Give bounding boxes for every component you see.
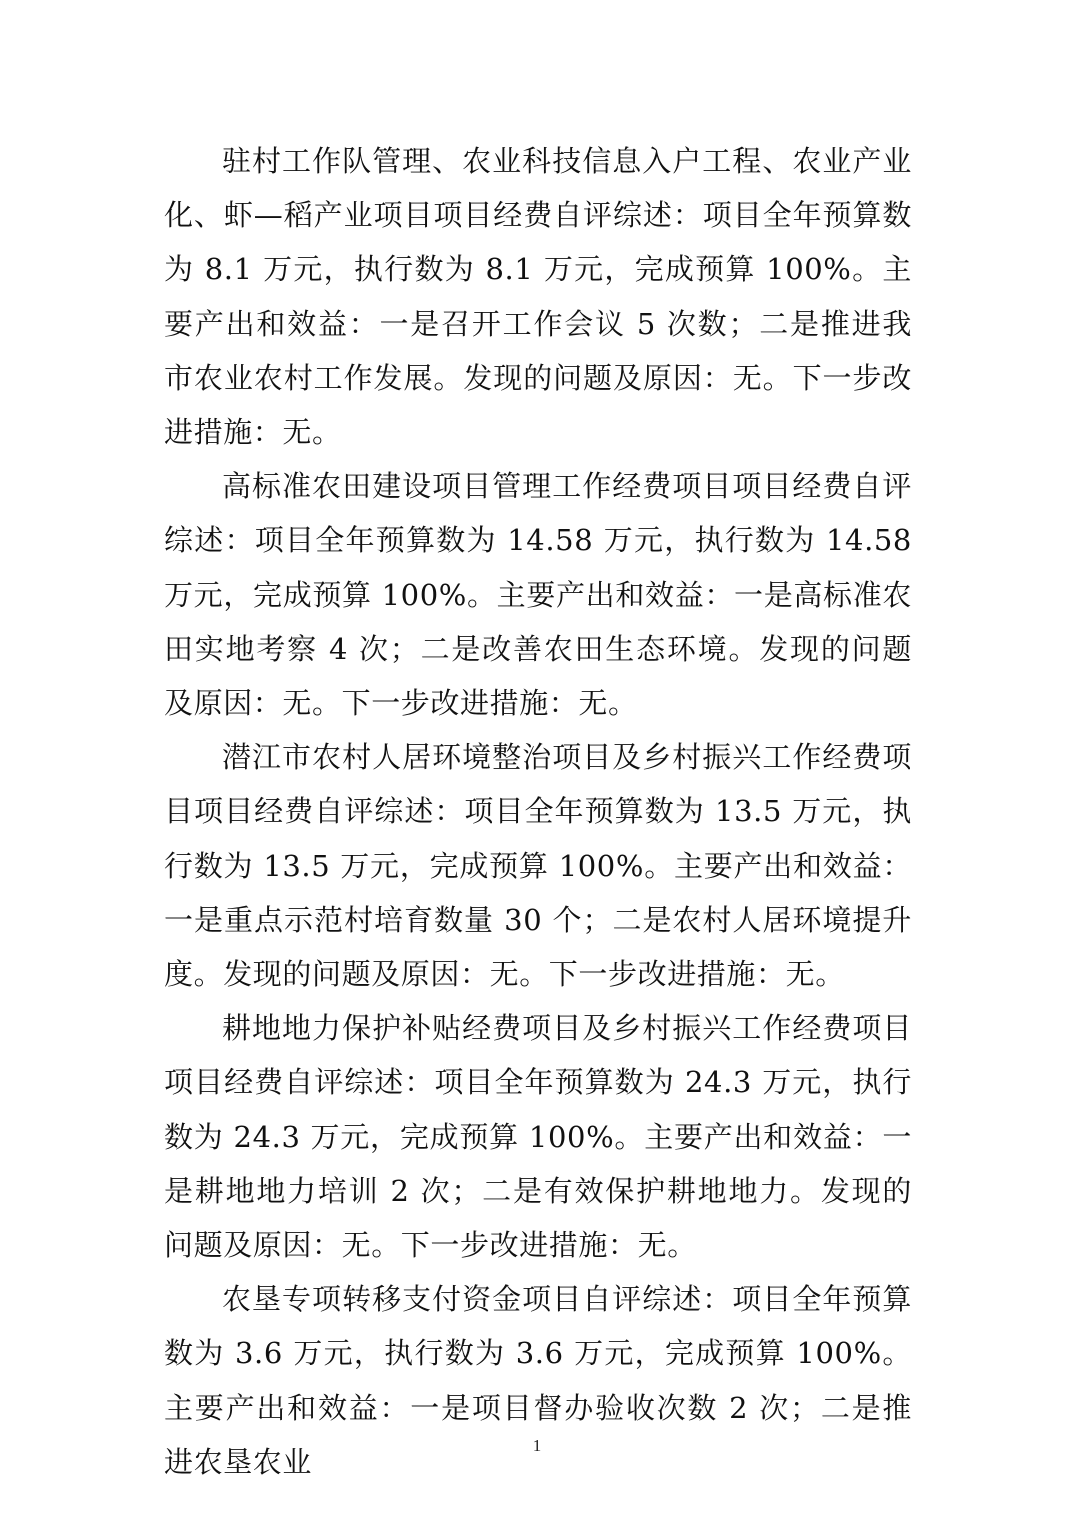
paragraph-village-team-project: 驻村工作队管理、农业科技信息入户工程、农业产业化、虾—稻产业项目项目经费自评综述：项目全年预算数为 8.1 万元，执行数为 8.1 万元，完成预算 100%。主要产出和效益：一是召开工作会议 5 次数；二是推进我市农业农村工作发展。发现的问题及原因：无。下一步改进措施：无。 — [164, 144, 912, 450]
paragraph-farmland-protection-subsidy: 耕地地力保护补贴经费项目及乡村振兴工作经费项目项目经费自评综述：项目全年预算数为 24.3 万元，执行数为 24.3 万元，完成预算 100%。主要产出和效益：一是耕地地力培训 2 次；二是有效保护耕地地力。发现的问题及原因：无。下一步改进措施：无。 — [164, 1011, 912, 1263]
page-number: 1 — [532, 1436, 542, 1455]
paragraph-state-farm-transfer-funds: 农垦专项转移支付资金项目自评综述：项目全年预算数为 3.6 万元，执行数为 3.6 万元，完成预算 100%。主要产出和效益：一是项目督办验收次数 2 次；二是推进农垦农业 — [164, 1282, 912, 1479]
paragraph-rural-environment-project: 潜江市农村人居环境整治项目及乡村振兴工作经费项目项目经费自评综述：项目全年预算数为 13.5 万元，执行数为 13.5 万元，完成预算 100%。主要产出和效益：一是重点示范村培育数量 30 个；二是农村人居环境提升度。发现的问题及原因：无。下一步改进措施：无。 — [164, 740, 912, 992]
document-body — [164, 134, 912, 1489]
paragraph-farmland-construction-project: 高标准农田建设项目管理工作经费项目项目经费自评综述：项目全年预算数为 14.58 万元，执行数为 14.58 万元，完成预算 100%。主要产出和效益：一是高标准农田实地考察 4 次；二是改善农田生态环境。发现的问题及原因：无。下一步改进措施：无。 — [164, 469, 912, 721]
